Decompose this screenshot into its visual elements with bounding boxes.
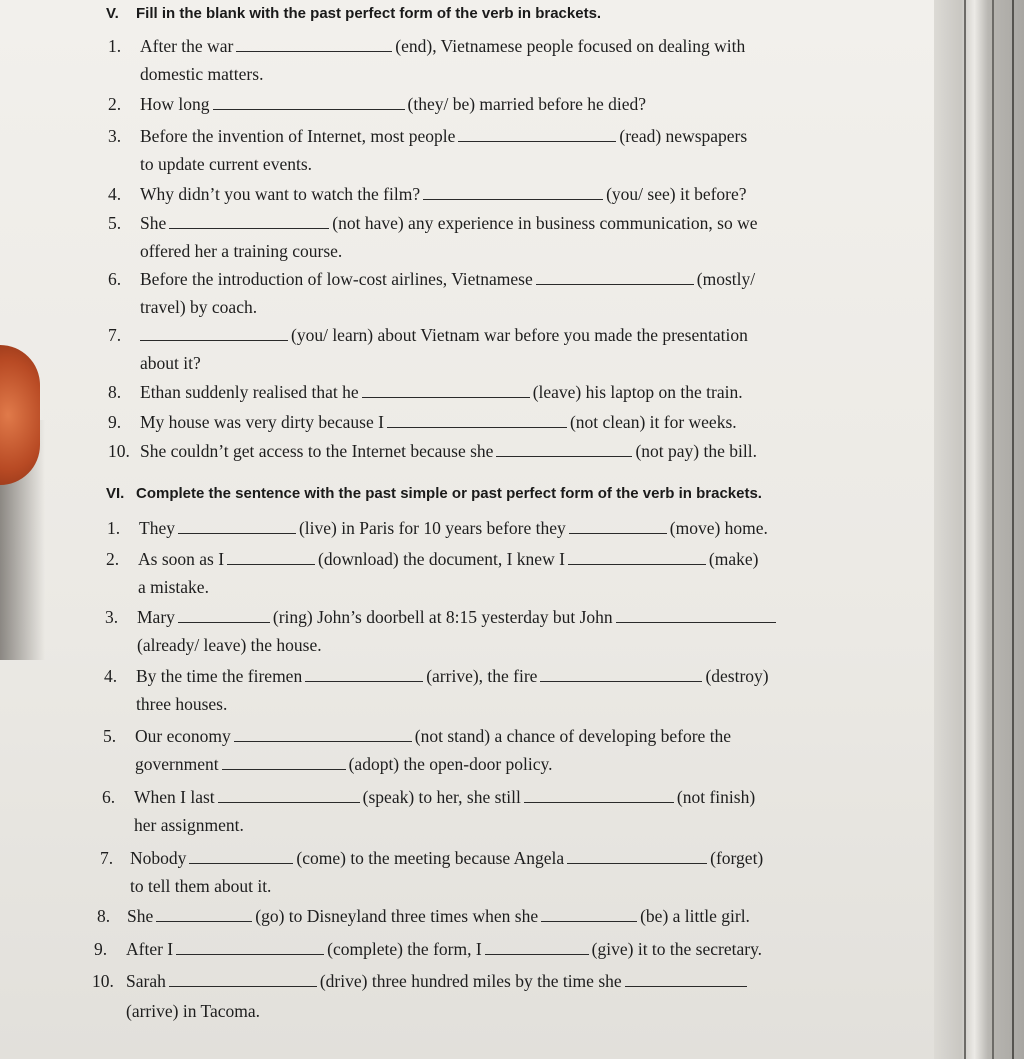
answer-blank[interactable] <box>616 608 776 623</box>
spine-edge-line <box>964 0 966 1059</box>
verb-hint: (not clean) it for weeks. <box>569 412 737 432</box>
item-text: offered her a training course. <box>140 241 343 261</box>
item-line <box>140 409 737 436</box>
section-v-numeral: V. <box>106 5 119 22</box>
verb-hint: (go) to Disneyland three times when she <box>255 906 539 926</box>
item-number: 9. <box>108 412 122 432</box>
item-line <box>140 266 755 293</box>
item-line <box>140 210 757 237</box>
section-v-instructions: Fill in the blank with the past perfect form of the verb in brackets. <box>136 5 602 22</box>
verb-hint: (adopt) the open-door policy. <box>348 754 553 774</box>
item-text: How long <box>140 94 210 114</box>
spine-edge-line <box>1012 0 1014 1059</box>
verb-hint: (end), Vietnamese people focused on dealing with <box>395 36 746 56</box>
section-vi-title <box>106 485 762 502</box>
answer-blank[interactable] <box>305 667 423 682</box>
item-number: 2. <box>108 94 122 114</box>
answer-blank[interactable] <box>362 383 530 398</box>
item-line <box>134 784 755 811</box>
answer-blank[interactable] <box>189 849 293 864</box>
item-line <box>140 91 646 118</box>
answer-blank[interactable] <box>176 940 324 955</box>
answer-blank[interactable] <box>178 608 270 623</box>
verb-hint: (make) <box>708 549 759 569</box>
item-number: 4. <box>108 184 122 204</box>
item-line-continued <box>126 998 260 1025</box>
item-text: They <box>139 518 175 538</box>
item-line <box>127 903 750 930</box>
item-line <box>138 546 758 573</box>
item-text: Before the introduction of low-cost airlines, Vietnamese <box>140 269 533 289</box>
item-text: As soon as I <box>138 549 225 569</box>
answer-blank[interactable] <box>140 326 288 341</box>
item-text: (arrive) in Tacoma. <box>126 1001 261 1021</box>
verb-hint: (destroy) <box>705 666 769 686</box>
item-text: Nobody <box>130 848 187 868</box>
item-line-continued <box>135 751 553 778</box>
item-text: Why didn’t you want to watch the film? <box>140 184 421 204</box>
answer-blank[interactable] <box>567 849 707 864</box>
answer-blank[interactable] <box>213 95 405 110</box>
item-line-continued <box>130 873 271 900</box>
verb-hint: (arrive), the fire <box>426 666 538 686</box>
item-text: She <box>127 906 154 926</box>
item-line-continued <box>137 632 322 659</box>
item-number: 4. <box>104 666 118 686</box>
item-text: Ethan suddenly realised that he <box>140 382 359 402</box>
verb-hint: (be) a little girl. <box>640 906 750 926</box>
item-number: 6. <box>108 269 122 289</box>
item-text: By the time the firemen <box>136 666 303 686</box>
item-text: to tell them about it. <box>130 876 272 896</box>
item-text: After the war <box>140 36 234 56</box>
item-line <box>139 515 768 542</box>
item-line <box>130 845 763 872</box>
book-spine <box>934 0 1024 1059</box>
answer-blank[interactable] <box>568 550 706 565</box>
item-text: her assignment. <box>134 815 244 835</box>
answer-blank[interactable] <box>524 788 674 803</box>
verb-hint: (not stand) a chance of developing before the <box>414 726 732 746</box>
answer-blank[interactable] <box>625 972 747 987</box>
verb-hint: (ring) John’s doorbell at 8:15 yesterday but John <box>272 607 613 627</box>
item-number: 5. <box>103 726 117 746</box>
item-line <box>140 322 748 349</box>
item-number: 3. <box>105 607 119 627</box>
item-line-continued <box>136 691 227 718</box>
verb-hint: (move) home. <box>669 518 768 538</box>
verb-hint: (live) in Paris for 10 years before they <box>298 518 566 538</box>
item-text: domestic matters. <box>140 64 264 84</box>
item-text: a mistake. <box>138 577 209 597</box>
item-line <box>140 379 743 406</box>
verb-hint: (come) to the meeting because Angela <box>296 848 565 868</box>
item-line <box>140 123 747 150</box>
item-line-continued <box>138 574 209 601</box>
item-number: 3. <box>108 126 122 146</box>
verb-hint: (not have) any experience in business communication, so we <box>332 213 758 233</box>
item-number: 1. <box>108 36 122 56</box>
answer-blank[interactable] <box>423 185 603 200</box>
answer-blank[interactable] <box>169 214 329 229</box>
answer-blank[interactable] <box>222 755 346 770</box>
verb-hint: (give) it to the secretary. <box>591 939 763 959</box>
answer-blank[interactable] <box>458 127 616 142</box>
item-text: Before the invention of Internet, most people <box>140 126 456 146</box>
answer-blank[interactable] <box>541 907 637 922</box>
item-text: Mary <box>137 607 175 627</box>
answer-blank[interactable] <box>387 413 567 428</box>
item-line <box>137 604 779 631</box>
item-number: 8. <box>97 906 111 926</box>
verb-hint: (you/ learn) about Vietnam war before you made the presentation <box>291 325 748 345</box>
item-number: 1. <box>107 518 121 538</box>
item-text: My house was very dirty because I <box>140 412 384 432</box>
item-line-continued <box>140 61 263 88</box>
answer-blank[interactable] <box>169 972 317 987</box>
verb-hint: (leave) his laptop on the train. <box>532 382 743 402</box>
verb-hint: (not finish) <box>676 787 756 807</box>
item-line-continued <box>140 151 312 178</box>
answer-blank[interactable] <box>156 907 252 922</box>
answer-blank[interactable] <box>540 667 702 682</box>
item-number: 6. <box>102 787 116 807</box>
verb-hint: (speak) to her, she still <box>362 787 521 807</box>
verb-hint: (not pay) the bill. <box>635 441 757 461</box>
item-line-continued <box>140 350 201 377</box>
item-number: 10. <box>108 441 130 461</box>
item-text: travel) by coach. <box>140 297 258 317</box>
answer-blank[interactable] <box>178 519 296 534</box>
item-text: to update current events. <box>140 154 313 174</box>
item-line <box>136 663 769 690</box>
answer-blank[interactable] <box>236 37 392 52</box>
section-vi-instructions: Complete the sentence with the past simple or past perfect form of the verb in brackets. <box>136 485 762 502</box>
item-line <box>140 33 745 60</box>
verb-hint: (forget) <box>710 848 764 868</box>
verb-hint: (read) newspapers <box>619 126 748 146</box>
answer-blank[interactable] <box>496 442 632 457</box>
item-text: Our economy <box>135 726 231 746</box>
item-line-continued <box>140 294 257 321</box>
item-text: Sarah <box>126 971 166 991</box>
item-line-continued <box>140 238 342 265</box>
item-line <box>126 968 750 995</box>
verb-hint: (mostly/ <box>696 269 756 289</box>
item-text: government <box>135 754 219 774</box>
section-vi-numeral: VI. <box>106 485 125 502</box>
verb-hint: (you/ see) it before? <box>606 184 747 204</box>
answer-blank[interactable] <box>234 727 412 742</box>
item-line-continued <box>134 812 244 839</box>
item-line <box>135 723 731 750</box>
item-line <box>126 936 762 963</box>
item-text: She couldn’t get access to the Internet because she <box>140 441 494 461</box>
answer-blank[interactable] <box>218 788 360 803</box>
thumb <box>0 345 40 485</box>
answer-blank[interactable] <box>227 550 315 565</box>
item-text: about it? <box>140 353 201 373</box>
item-text: When I last <box>134 787 215 807</box>
item-line <box>140 438 757 465</box>
section-v-title <box>106 5 601 22</box>
item-text: After I <box>126 939 174 959</box>
verb-hint: (download) the document, I knew I <box>318 549 565 569</box>
answer-blank[interactable] <box>536 270 694 285</box>
item-text: She <box>140 213 167 233</box>
answer-blank[interactable] <box>485 940 589 955</box>
spine-edge-line <box>992 0 994 1059</box>
item-number: 5. <box>108 213 122 233</box>
item-number: 8. <box>108 382 122 402</box>
item-number: 10. <box>92 971 114 991</box>
item-text: (already/ leave) the house. <box>137 635 322 655</box>
verb-hint: (drive) three hundred miles by the time she <box>319 971 622 991</box>
item-number: 9. <box>94 939 108 959</box>
item-number: 2. <box>106 549 120 569</box>
item-number: 7. <box>100 848 114 868</box>
item-text: three houses. <box>136 694 228 714</box>
item-line <box>140 181 747 208</box>
item-number: 7. <box>108 325 122 345</box>
verb-hint: (they/ be) married before he died? <box>407 94 647 114</box>
answer-blank[interactable] <box>569 519 667 534</box>
verb-hint: (complete) the form, I <box>327 939 482 959</box>
